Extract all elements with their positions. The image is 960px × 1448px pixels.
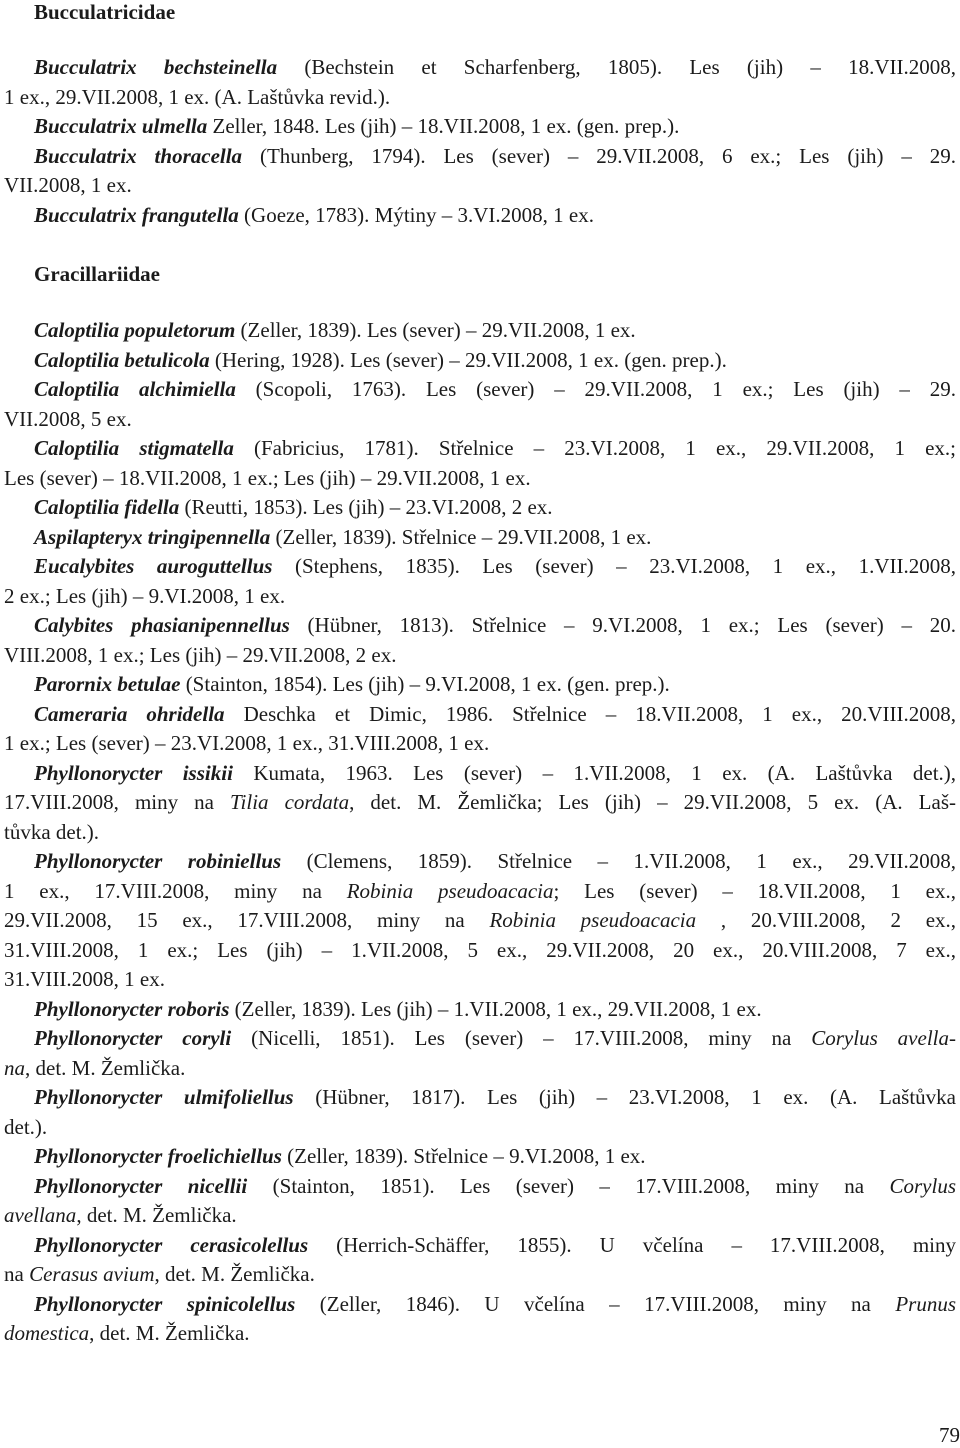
species-entry (0, 523, 960, 553)
record-text: (Bechstein et Scharfenberg, 1805). Les (jih) – 18.VII.2008, (304, 55, 956, 79)
record-text: (Hübner, 1817). Les (jih) – 23.VI.2008, 1 ex. (A. Laštůvka (315, 1085, 956, 1109)
entry-line (4, 523, 956, 553)
host-plant-name: Robinia pseudoacacia (346, 878, 554, 903)
entry-line (4, 552, 956, 582)
species-name: Phyllonorycter ulmifoliellus (34, 1085, 294, 1109)
species-name: Cameraria ohridella (34, 701, 225, 726)
record-text: na Cerasus avium, det. M. Žemlička. (4, 1262, 315, 1286)
entry-line (4, 1290, 956, 1320)
entry-line (4, 112, 956, 142)
species-entry (0, 847, 960, 995)
host-plant-name: Cerasus avium (29, 1262, 155, 1286)
species-entry (0, 611, 960, 670)
entry-line (4, 142, 956, 172)
record-text: 31.VIII.2008, 1 ex. (4, 967, 165, 991)
record-text: (Herrich-Schäffer, 1855). U včelína – 17.VIII.2008, miny (336, 1232, 956, 1257)
species-name: Caloptilia betulicola (34, 347, 210, 372)
host-plant-name: avellana (4, 1203, 77, 1227)
entry-line (4, 818, 956, 848)
entry-line (4, 83, 956, 113)
record-text: tůvka det.). (4, 819, 100, 844)
entry-line (4, 1024, 956, 1054)
record-text: 1 ex.; Les (sever) – 23.VI.2008, 1 ex., 31.VIII.2008, 1 ex. (4, 731, 490, 755)
record-text: (Scopoli, 1763). Les (sever) – 29.VII.2008, 1 ex.; Les (jih) – 29. (255, 377, 956, 401)
entry-line (4, 670, 956, 700)
species-entry (0, 1290, 960, 1349)
species-entry (0, 670, 960, 700)
record-text: (Goeze, 1783). Mýtiny – 3.VI.2008, 1 ex. (244, 202, 594, 227)
record-text: (Fabricius, 1781). Střelnice – 23.VI.2008, 1 ex., 29.VII.2008, 1 ex.; (253, 436, 956, 460)
entry-line (4, 1054, 956, 1084)
section-gracillariidae (0, 316, 960, 1349)
record-text: VIII.2008, 1 ex.; Les (jih) – 29.VII.2008, 2 ex. (4, 642, 397, 667)
record-text: (Thunberg, 1794). Les (sever) – 29.VII.2008, 6 ex.; Les (jih) – 29. (259, 143, 956, 168)
species-entry (0, 142, 960, 201)
species-entry (0, 434, 960, 493)
record-text: VII.2008, 1 ex. (4, 173, 132, 197)
record-text: 1 ex., 29.VII.2008, 1 ex. (A. Laštůvka revid.). (4, 84, 391, 109)
species-name: Bucculatrix ulmella (34, 114, 208, 138)
species-name: Phyllonorycter issikii (34, 760, 233, 785)
record-text: (Zeller, 1839). Střelnice – 29.VII.2008, 1 ex. (275, 524, 652, 549)
species-entry (0, 201, 960, 231)
species-entry (0, 112, 960, 142)
entry-line (4, 847, 956, 877)
species-entry (0, 552, 960, 611)
record-text: (Zeller, 1839). Les (jih) – 1.VII.2008, 1 ex., 29.VII.2008, 1 ex. (234, 996, 762, 1021)
entry-line (4, 464, 956, 494)
record-text: avellana, det. M. Žemlička. (4, 1203, 237, 1227)
record-text: Kumata, 1963. Les (sever) – 1.VII.2008, 1 ex. (A. Laštůvka det.), (253, 760, 956, 785)
entry-line (4, 729, 956, 759)
species-entry (0, 375, 960, 434)
record-text: (Stephens, 1835). Les (sever) – 23.VI.2008, 1 ex., 1.VII.2008, (294, 554, 956, 578)
entry-line (4, 1231, 956, 1261)
entry-line (4, 375, 956, 405)
entry-line (4, 759, 956, 789)
record-text: (Stainton, 1854). Les (jih) – 9.VI.2008, 1 ex. (gen. prep.). (185, 672, 670, 696)
record-text: (Reutti, 1853). Les (jih) – 23.VI.2008, 2 ex. (184, 495, 553, 519)
section-bucculatricidae (0, 53, 960, 230)
host-plant-name: domestica (4, 1321, 90, 1345)
entry-line (4, 1113, 956, 1143)
host-plant-name: Corylus avella- (811, 1026, 956, 1050)
record-text: (Hübner, 1813). Střelnice – 9.VI.2008, 1 ex.; Les (sever) – 20. (307, 613, 956, 637)
species-name: Phyllonorycter spinicolellus (34, 1291, 296, 1316)
species-name: Bucculatrix bechsteinella (34, 55, 278, 79)
species-name: Parornix betulae (34, 672, 181, 696)
species-name: Phyllonorycter froelichiellus (34, 1144, 282, 1168)
species-entry (0, 346, 960, 376)
species-name: Phyllonorycter cerasicolellus (34, 1232, 309, 1257)
species-entry (0, 1142, 960, 1172)
entry-line (4, 405, 956, 435)
record-text: (Nicelli, 1851). Les (sever) – 17.VIII.2008, miny na Corylus avella- (251, 1026, 956, 1050)
species-entry (0, 1231, 960, 1290)
record-text: Deschka et Dimic, 1986. Střelnice – 18.VII.2008, 1 ex., 20.VIII.2008, (243, 701, 956, 726)
entry-line (4, 700, 956, 730)
record-text: domestica, det. M. Žemlička. (4, 1321, 250, 1345)
record-text: (Clemens, 1859). Střelnice – 1.VII.2008, 1 ex., 29.VII.2008, (306, 849, 956, 873)
species-entry (0, 316, 960, 346)
host-plant-name: Tilia cordata (230, 790, 350, 814)
record-text: 17.VIII.2008, miny na Tilia cordata, det. M. Žemlička; Les (jih) – 29.VII.2008, 5 ex. (A. Laš- (4, 790, 956, 814)
entry-line (4, 641, 956, 671)
entry-line (4, 1142, 956, 1172)
record-text: det.). (4, 1114, 48, 1139)
species-entry (0, 995, 960, 1025)
entry-line (4, 995, 956, 1025)
species-entry (0, 493, 960, 523)
record-text: (Zeller, 1839). Střelnice – 9.VI.2008, 1 ex. (287, 1144, 646, 1168)
record-text: 1 ex., 17.VIII.2008, miny na Robinia pseudoacacia; Les (sever) – 18.VII.2008, 1 ex., (4, 878, 956, 903)
entry-line (4, 346, 956, 376)
record-text: Zeller, 1848. Les (jih) – 18.VII.2008, 1 ex. (gen. prep.). (212, 114, 680, 138)
species-name: Phyllonorycter roboris (34, 996, 230, 1021)
entry-line (4, 965, 956, 995)
entry-line (4, 611, 956, 641)
entry-line (4, 1201, 956, 1231)
host-plant-name: Corylus (889, 1173, 956, 1198)
record-text: (Zeller, 1846). U včelína – 17.VIII.2008, miny na Prunus (319, 1291, 956, 1316)
record-text: 31.VIII.2008, 1 ex.; Les (jih) – 1.VII.2008, 5 ex., 29.VII.2008, 20 ex., 20.VIII.2008, 7 ex., (4, 937, 956, 962)
entry-line (4, 582, 956, 612)
family-heading-bucculatricidae: Bucculatricidae (34, 0, 176, 24)
entry-line (4, 936, 956, 966)
species-name: Caloptilia fidella (34, 495, 180, 519)
entry-line (4, 201, 956, 231)
host-plant-name: Robinia pseudoacacia (489, 908, 697, 932)
page-number: 79 (939, 1423, 960, 1447)
species-name: Eucalybites auroguttellus (34, 554, 273, 578)
species-entry (0, 700, 960, 759)
entry-line (4, 1172, 956, 1202)
entry-line (4, 53, 956, 83)
species-name: Caloptilia stigmatella (34, 436, 234, 460)
record-text: (Stainton, 1851). Les (sever) – 17.VIII.2008, miny na Corylus (272, 1173, 956, 1198)
family-heading-gracillariidae: Gracillariidae (34, 262, 160, 286)
entry-line (4, 877, 956, 907)
species-name: Caloptilia alchimiella (34, 377, 236, 401)
entry-line (4, 493, 956, 523)
species-name: Caloptilia populetorum (34, 318, 236, 342)
species-entry (0, 759, 960, 848)
record-text: na, det. M. Žemlička. (4, 1055, 186, 1080)
entry-line (4, 434, 956, 464)
entry-line (4, 1083, 956, 1113)
species-name: Phyllonorycter robiniellus (34, 849, 282, 873)
entry-line (4, 171, 956, 201)
entry-line (4, 1319, 956, 1349)
species-name: Phyllonorycter coryli (34, 1026, 232, 1050)
record-text: VII.2008, 5 ex. (4, 406, 132, 431)
entry-line (4, 906, 956, 936)
entry-line (4, 1260, 956, 1290)
record-text: 2 ex.; Les (jih) – 9.VI.2008, 1 ex. (4, 583, 286, 608)
species-name: Calybites phasianipennellus (34, 613, 290, 637)
host-plant-name: na (4, 1055, 25, 1080)
species-entry (0, 53, 960, 112)
species-entry (0, 1024, 960, 1083)
entry-line (4, 316, 956, 346)
host-plant-name: Prunus (895, 1291, 956, 1316)
species-name: Phyllonorycter nicellii (34, 1173, 248, 1198)
record-text: (Zeller, 1839). Les (sever) – 29.VII.2008, 1 ex. (240, 318, 636, 342)
species-entry (0, 1172, 960, 1231)
species-entry (0, 1083, 960, 1142)
species-name: Aspilapteryx tringipennella (34, 524, 271, 549)
record-text: 29.VII.2008, 15 ex., 17.VIII.2008, miny na Robinia pseudoacacia , 20.VIII.2008, 2 ex., (4, 908, 956, 932)
entry-line (4, 788, 956, 818)
species-name: Bucculatrix thoracella (34, 143, 243, 168)
record-text: (Hering, 1928). Les (sever) – 29.VII.2008, 1 ex. (gen. prep.). (214, 347, 727, 372)
record-text: Les (sever) – 18.VII.2008, 1 ex.; Les (jih) – 29.VII.2008, 1 ex. (4, 465, 531, 490)
species-name: Bucculatrix frangutella (34, 202, 239, 227)
